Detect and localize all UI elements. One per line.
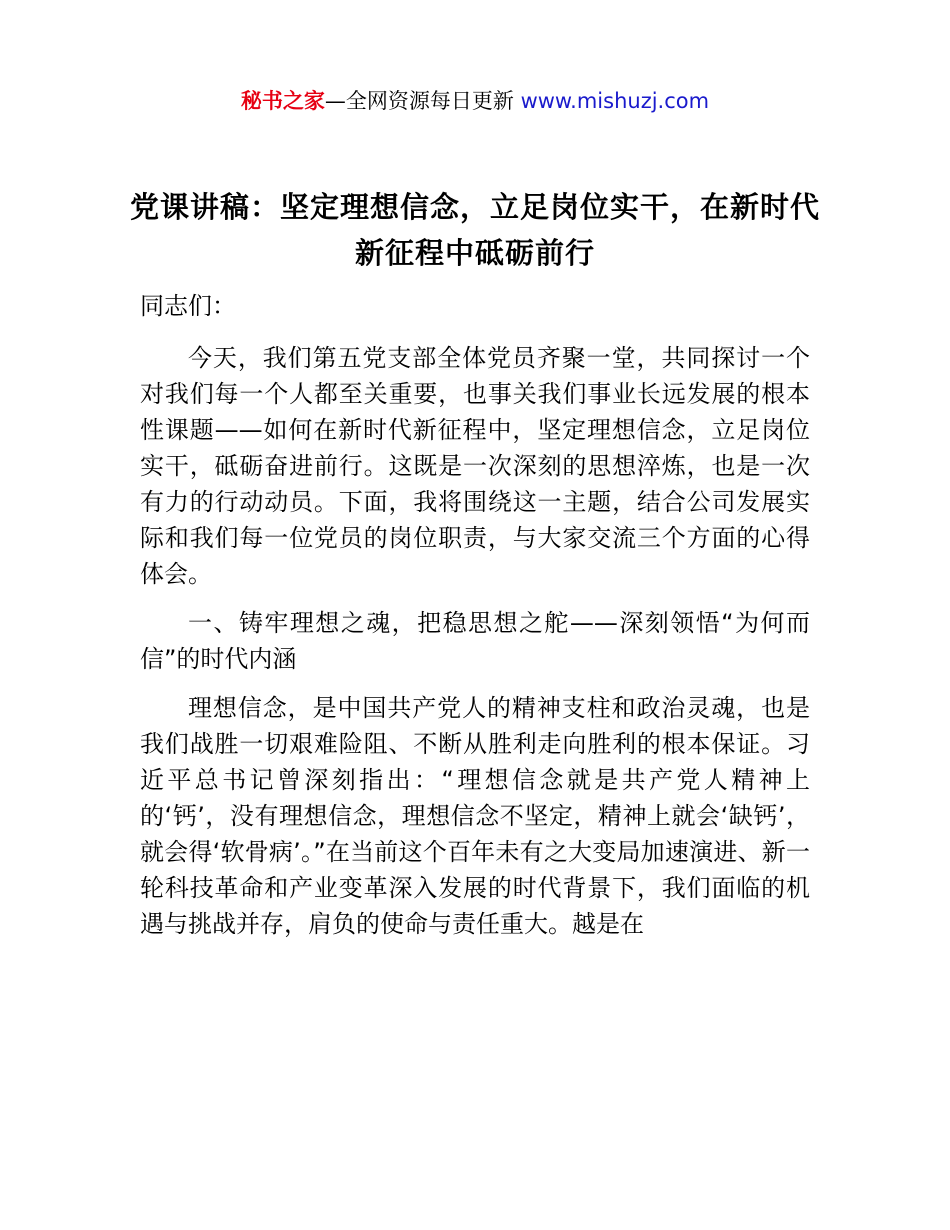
paragraph-section-1: 理想信念，是中国共产党人的精神支柱和政治灵魂，也是我们战胜一切艰难险阻、不断从胜利走向胜利的根本保证。习近平总书记曾深刻指出：“理想信念就是共产党人精神上的‘钙’，没有理想信念，理想信念不坚定，精神上就会‘缺钙’，就会得‘软骨病’。”在当前这个百年未有之大变局加速演进、新一轮科技革命和产业变革深入发展的时代背景下，我们面临的机遇与挑战并存，肩负的使命与责任重大。越是在 (140, 694, 810, 938)
paragraph-intro: 今天，我们第五党支部全体党员齐聚一堂，共同探讨一个对我们每一个人都至关重要，也事关我们事业长远发展的根本性课题——如何在新时代新征程中，坚定理想信念，立足岗位实干，砥砺奋进前行。这既是一次深刻的思想淬炼，也是一次有力的行动动员。下面，我将围绕这一主题，结合公司发展实际和我们每一位党员的岗位职责，与大家交流三个方面的心得体会。 (140, 344, 810, 588)
document-body (140, 288, 810, 955)
site-url-link[interactable]: www.mishuzj.com (520, 89, 710, 113)
site-slogan: —全网资源每日更新 (324, 89, 521, 113)
salutation: 同志们： (140, 292, 236, 320)
site-brand: 秘书之家 (240, 89, 325, 113)
section-heading-1: 一、铸牢理想之魂，把稳思想之舵——深刻领悟“为何而信”的时代内涵 (140, 609, 810, 673)
document-title: 党课讲稿：坚定理想信念，立足岗位实干，在新时代新征程中砥砺前行 (129, 190, 820, 270)
site-header (0, 86, 950, 116)
